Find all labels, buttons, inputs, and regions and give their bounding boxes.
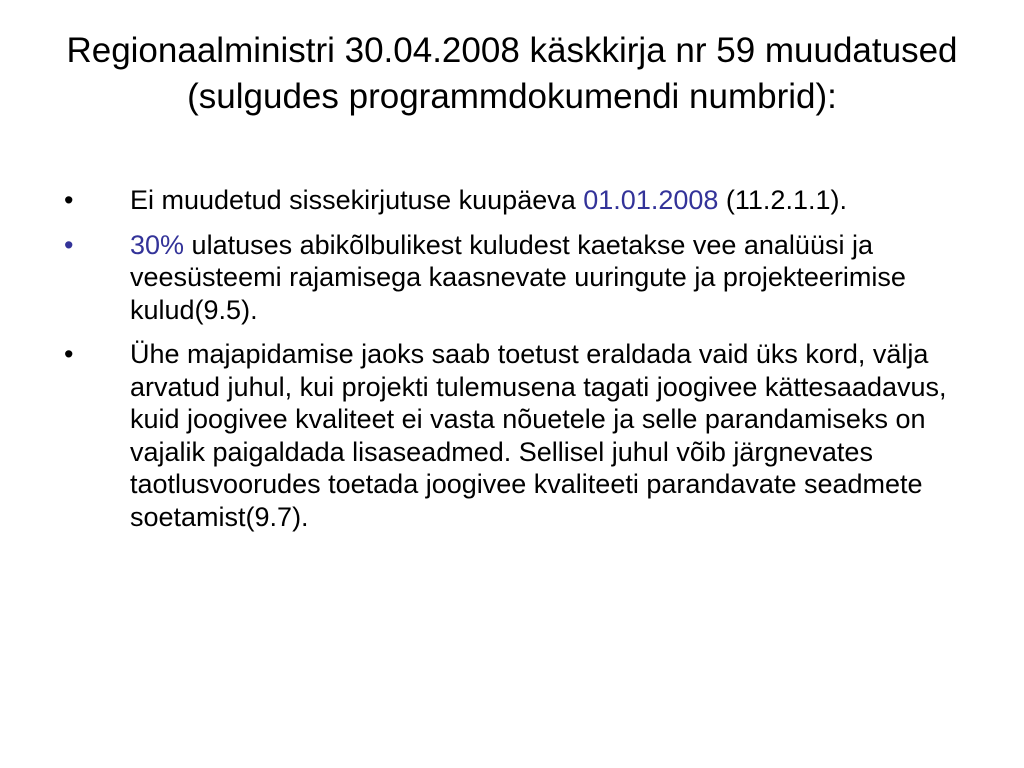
bullet-text-2: [130, 230, 906, 325]
bullet-text-1-end: (11.2.1.1).: [718, 185, 847, 215]
bullet-marker: •: [64, 339, 74, 369]
bullet-highlight-date: 01.01.2008: [583, 185, 719, 215]
bullet-item-2: [60, 229, 970, 327]
bullet-item-3: [60, 338, 970, 533]
bullet-text-2-end: ulatuses abikõlbulikest kuludest kaetakse vee analüüsi ja veesüsteemi rajamisega kaasnevate uuringute ja projekteerimise kulud(9.5).: [130, 229, 906, 325]
bullet-marker: •: [64, 185, 74, 215]
bullet-text-3: [130, 339, 947, 532]
bullet-item-1: [60, 184, 970, 217]
bullet-text-3-start: Ühe majapidamise jaoks saab toetust eraldada vaid üks kord, välja arvatud juhul, kui projekti tulemusena tagati joogivee kättesaadavus, kuid joogivee kvaliteet ei vasta nõuetele ja selle parandamiseks on vajalik paigaldada lisaseadmed. Sellisel juhul võib järgnevates taotlusvoorudes toetada joogivee kvaliteeti parandavate seadmete soetamist(9.7).: [130, 339, 947, 532]
bullet-text-1: [130, 185, 847, 215]
bullet-highlight-percent: 30%: [130, 229, 185, 260]
bullet-list: [60, 184, 970, 545]
slide-title: Regionaalministri 30.04.2008 käskkirja nr 59 muudatused (sulgudes programmdokumendi numbrid):: [66, 31, 958, 116]
bullet-text-1-start: Ei muudetud sissekirjutuse kuupäeva: [130, 185, 584, 215]
bullet-marker: •: [64, 229, 74, 260]
